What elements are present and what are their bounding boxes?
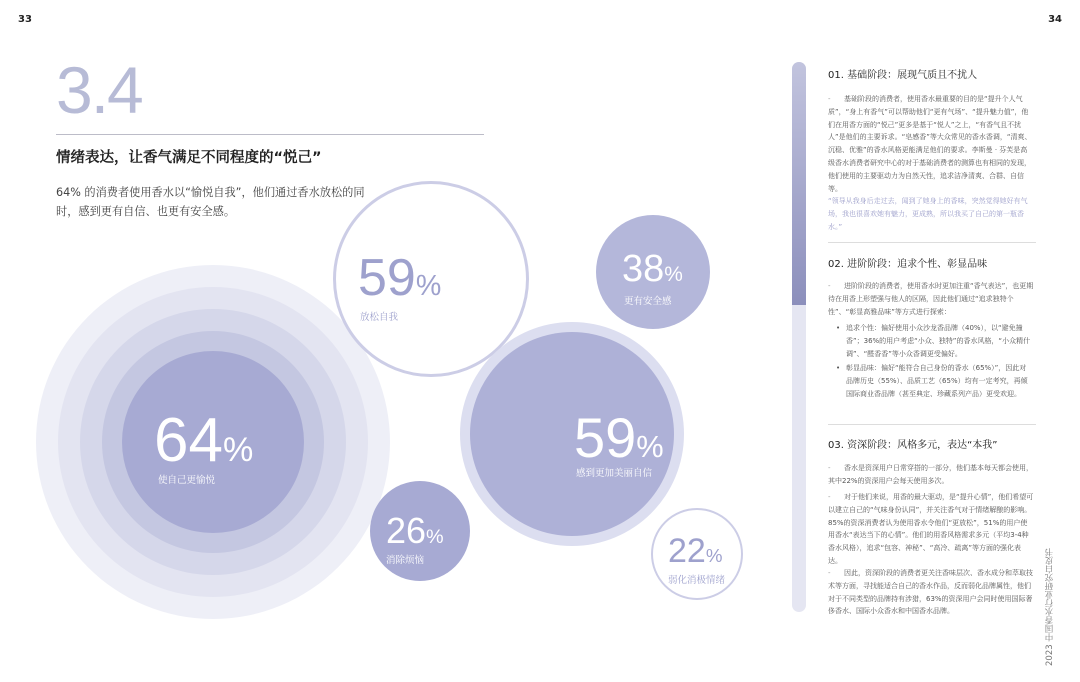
page-number-left: 33 bbox=[18, 14, 32, 25]
stage-3-title: 03. 资深阶段：风格多元，表达“本我” bbox=[828, 440, 998, 451]
stage-2-paragraph: - 进阶阶段的消费者，使用香水时更加注重“香气表达”，也更期待在用香上形塑强与他人的区隔，因此他们通过“追求独特个性”、“彰显高雅品味”等方式进行探索： bbox=[828, 282, 1034, 316]
heading-divider bbox=[56, 134, 484, 135]
bubble-59-confident-label: 感到更加美丽自信 bbox=[576, 468, 653, 479]
stage-2-title: 02. 进阶阶段：追求个性、彰显品味 bbox=[828, 259, 988, 270]
page-number-right: 34 bbox=[1048, 14, 1062, 25]
bubble-38-label: 更有安全感 bbox=[624, 296, 672, 307]
stage-1-quote: “领导从我身后走过去，闻到了她身上的香味，突然觉得她好有气场，我也很喜欢她有魅力，更成熟，所以我买了自己的第一瓶香水。” bbox=[828, 197, 1028, 231]
bubble-22-value: 22% bbox=[668, 532, 723, 570]
stage-2-bullet-2: • 彰显品味：偏好“能符合自己身份的香水（65%）”，因此对品牌历史（55%）、品质工艺（65%）均有一定考究，再倾国际商业香品牌（甚至典定、珍藏系列产品）更受欢迎。 bbox=[836, 364, 1028, 398]
bubble-38-value: 38% bbox=[622, 248, 683, 290]
stage-3-paragraph-2: - 对于他们来说，用香的最大驱动，是“提升心情”，他们希望可以建立自己的“气味身份认同”，并关注香气对于情绪解酿的影响。85%的资深消费者认为使用香水令他们“更放松”，51%的用户使用香水“表达当下的心情”。他们的用香风格需求多元（平均3-4种香水风格），追求“包容、神秘”、“高冷、疏离”等方面的强化表达。 bbox=[828, 493, 1034, 565]
bubble-59-relax-value: 59% bbox=[358, 249, 442, 307]
stage-divider-2 bbox=[828, 424, 1036, 425]
publication-footer: 2023 中国香水行业研究白皮书 bbox=[1045, 548, 1055, 666]
stage-1-title: 01. 基础阶段：展现气质且不扰人 bbox=[828, 70, 978, 81]
bubble-26-label: 消除烦恼 bbox=[386, 555, 425, 566]
bubble-64-value: 64% bbox=[154, 406, 254, 475]
stage-3-paragraph-3: - 因此，资深阶段的消费者更关注香味层次、香水成分和萃取技术等方面，寻找能适合自己的香水作品，反而弱化品牌属性，他们对于不同类型的品牌持有涉猎，63%的资深用户会同时使用国际奢侈香水、国际小众香水和中国香水品牌。 bbox=[828, 569, 1033, 616]
intro-paragraph: 64% 的消费者使用香水以“愉悦自我”，他们通过香水放松的同时，感到更有自信、也更有安全感。 bbox=[56, 186, 365, 218]
stage-divider-1 bbox=[828, 242, 1036, 243]
bubble-64-label: 使自己更愉悦 bbox=[158, 475, 216, 486]
stage-1-paragraph: - 基础阶段的消费者，使用香水最重要的目的是“提升个人气质”，“身上有香气”可以帮助他们“更有气场”、“提升魅力值”，他们在用香方面的“悦己”更多是基于“悦人”之上，“有香气且不扰人”是他们的主要诉求。“皂感香”等大众常见的香水香调，“清爽、沉稳、优雅”的香水风格更能满足他们的要求。李斯曼 · 芬芙是高级香水消费者研究中心的对于基础消费者的测算也有相同的发现，他们使用的主要驱动力为自然天性，追求洁净清爽、合群、自信等。 bbox=[828, 95, 1032, 193]
stage-2-bullet-1: • 追求个性：偏好使用小众沙龙香品牌（40%），以“避免撞香”；36%的用户考虑“小众、独特”的香水风格，“小众精什调”、“醛香香”等小众香调更受偏好。 bbox=[836, 324, 1031, 358]
stage-3-paragraph-1: - 香水是资深用户日常穿搭的一部分，他们基本每天都会使用，其中22%的资深用户会每天使用多次。 bbox=[828, 464, 1033, 485]
bubble-22-label: 弱化消极情绪 bbox=[668, 575, 726, 586]
bubble-59-relax-label: 放松自我 bbox=[360, 312, 399, 323]
bubble-59-confident-value: 59% bbox=[574, 406, 664, 469]
bubble-26-value: 26% bbox=[386, 510, 444, 551]
section-number: 3.4 bbox=[56, 53, 142, 127]
stage-progress-bar bbox=[792, 62, 806, 612]
section-heading: 情绪表达，让香气满足不同程度的“悦己” bbox=[56, 150, 322, 166]
stage-progress-fill bbox=[792, 62, 806, 305]
